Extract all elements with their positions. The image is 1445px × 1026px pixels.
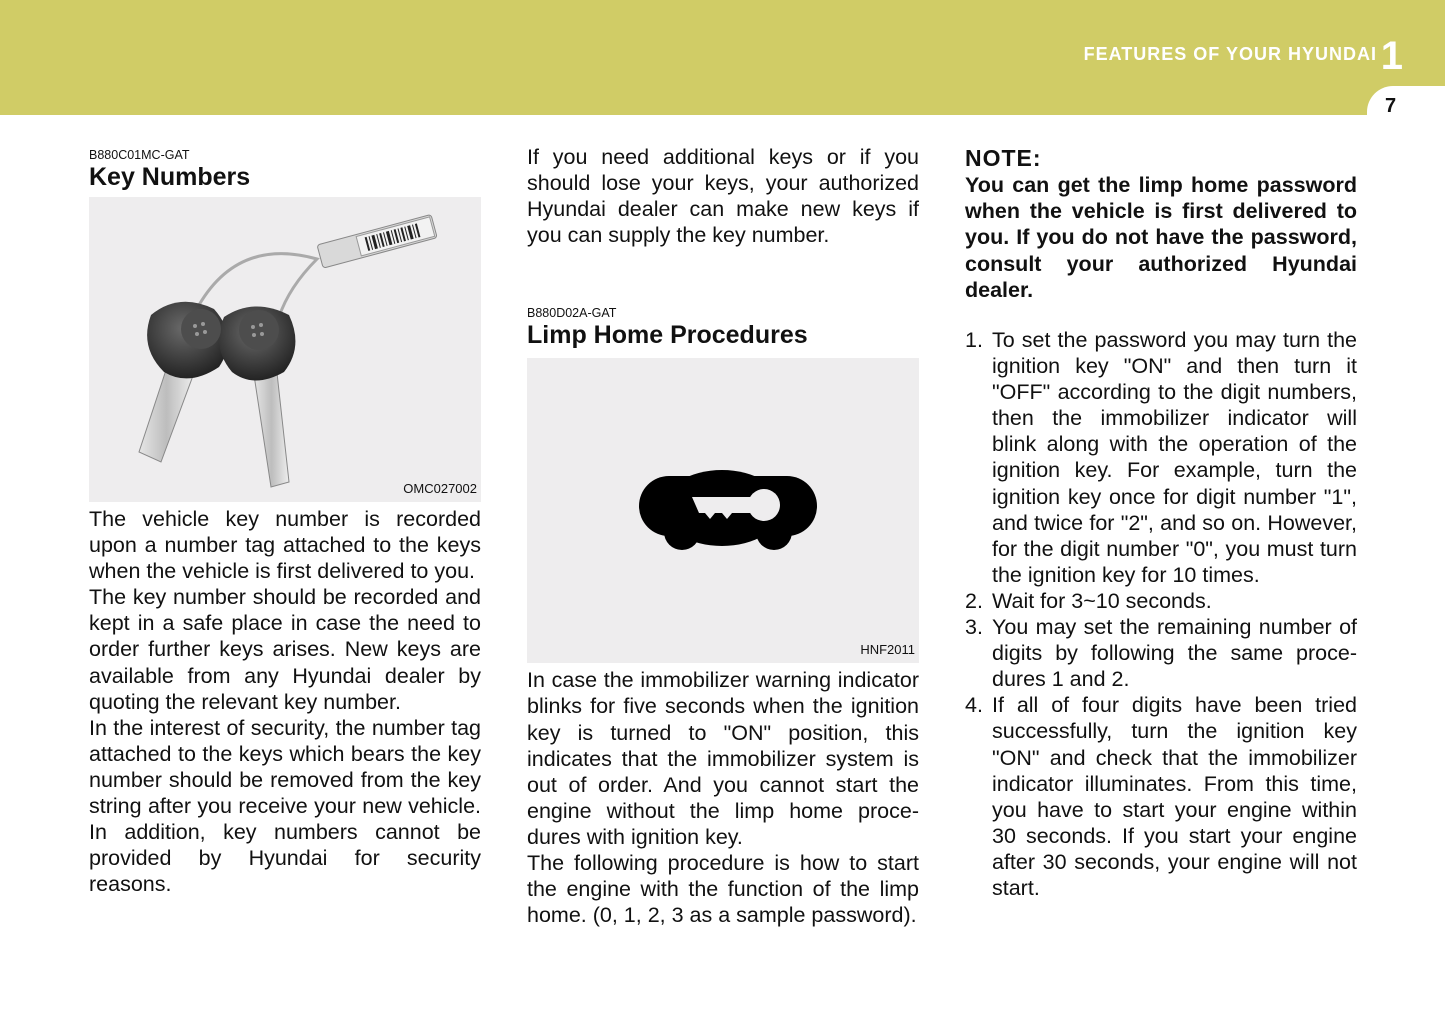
page-number-tab — [1367, 86, 1445, 126]
section-code: B880D02A-GAT — [527, 306, 617, 321]
paragraph: The vehicle key number is recorded upon a number tag attached to the keys when the vehicle is first delivered to you. — [89, 507, 481, 584]
note-title: NOTE: — [965, 145, 1042, 171]
paragraph: The following procedure is how to start the engine with the function of the limp home. (0, 1, 2, 3 as a sample password). — [527, 851, 919, 928]
key-numbers-body — [89, 506, 481, 897]
note-text: You can get the limp home password when the vehicle is first delivered to you. If you do not have the password, consult your authorized Hyundai dealer. — [965, 173, 1357, 302]
step-item — [965, 588, 1357, 614]
note-and-steps-section — [965, 140, 1357, 901]
paragraph: In case the immobilizer warning indicator blinks for five seconds when the ignition key is turned to "ON" position, this indicates that the immobilizer system is out of order. And you cannot start the engine without the limp home procedures with ignition key. — [527, 668, 919, 849]
immobilizer-figure — [527, 358, 919, 663]
step-number: 3. — [965, 615, 983, 640]
step-text: You may set the remaining number of digits by following the same procedures 1 and 2. — [992, 615, 1357, 692]
section-heading: Limp Home Procedures — [527, 321, 808, 350]
chapter-number: 1 — [1380, 34, 1403, 78]
car-keys-icon — [89, 197, 481, 502]
figure-caption: HNF2011 — [860, 642, 915, 658]
step-number: 4. — [965, 693, 983, 718]
figure-caption: OMC027002 — [403, 481, 477, 496]
paragraph: In the interest of security, the number tag attached to the keys which bears the key number should be removed from the key string after you receive your new vehicle. In addition, key numbers cannot be provided by Hyundai for security reasons. — [89, 715, 481, 897]
step-number: 2. — [965, 588, 983, 613]
section-heading: Key Numbers — [89, 163, 251, 191]
step-text: To set the password you may turn the ignition key "ON" and then turn it "OFF" according to the digit numbers, then the immobilizer indicator will blink along with the operation of the ignition key. For example, turn the ignition key once for digit number "1", and twice for "2", and so on. However, for the digit number "0", you must turn the ignition key for 10 times. — [992, 328, 1357, 587]
procedure-steps — [965, 327, 1357, 901]
paragraph: The key number should be recorded and kept in a safe place in case the need to order further keys arises. New keys are available from any Hyundai dealer by quoting the relevant key number. — [89, 585, 481, 714]
immobilizer-indicator-icon — [527, 358, 919, 663]
step-item — [965, 327, 1357, 588]
section-code: B880C01MC-GAT — [89, 148, 190, 162]
keys-figure — [89, 197, 481, 502]
step-text: Wait for 3~10 seconds. — [992, 588, 1212, 613]
page-number: 7 — [1385, 95, 1397, 117]
step-item — [965, 614, 1357, 692]
additional-keys-paragraph: If you need additional keys or if you should lose your keys, your authorized Hyundai dealer can make new keys if you can supply the key number. — [527, 145, 919, 248]
chapter-title: FEATURES OF YOUR HYUNDAI — [1083, 44, 1377, 64]
step-number: 1. — [965, 328, 983, 353]
key-numbers-section — [89, 140, 481, 897]
step-text: If all of four digits have been tried successfully, turn the ignition key "ON" and check that the immobilizer indicator illuminates. From this time, you have to start your engine within 30 seconds. If you start your engine after 30 seconds, your engine will not start. — [992, 693, 1357, 900]
limp-home-body — [527, 667, 919, 928]
limp-home-section — [527, 140, 919, 928]
step-item — [965, 692, 1357, 901]
